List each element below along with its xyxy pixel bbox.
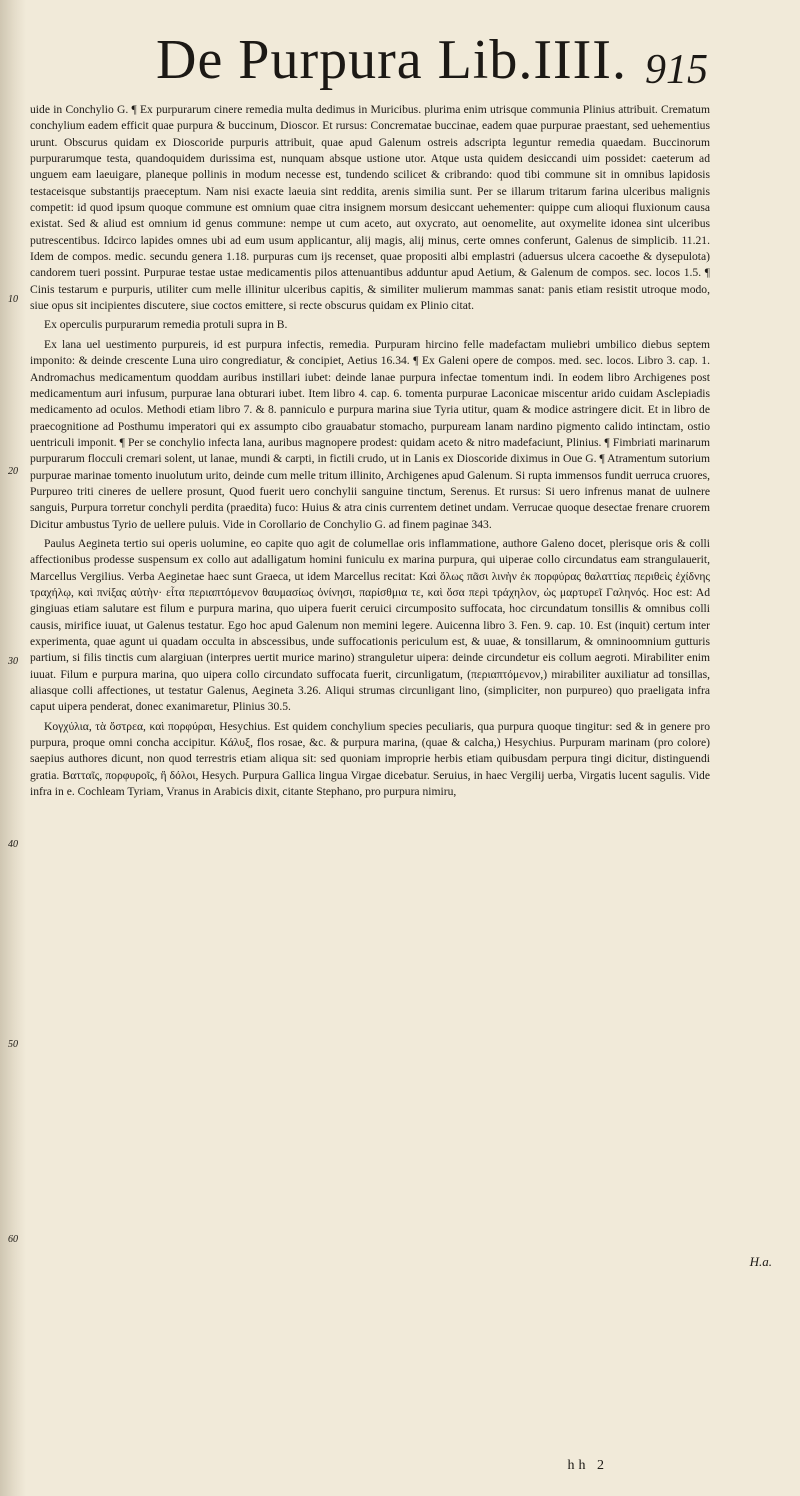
page-header	[28, 18, 768, 102]
book-page	[8, 18, 772, 1488]
line-number: 30	[8, 656, 18, 667]
paragraph: Ex operculis purpurarum remedia protuli supra in B.	[44, 318, 288, 332]
paragraph: uide in Conchylio G. ¶ Ex purpurarum cinere remedia multa dedimus in Muricibus. plurima enim utrisque communia Plinius attribuit. Crematum conchylium eadem efficit quae purpura & buccinum, Dioscor. Et rursus: Concrematae buccinae, eadem quae purpurae praestant, sed uehementius urunt. Obscurus quidam ex Dioscoride purpuris attribuit, quae apud Galenum ostreis adscripta leguntur remedia quaedam. Buccinorum purpurarumque testa, quandoquidem durissima est, nunquam absque ustione utor. Atque usta quidem desiccandi uim possidet: caeterum ad unguem eam laeuigare, planeque pollinis in modum necesse est, tundendo scilicet & cribrando: quod tibi commune sit in omnibus lapidosis testaceisque substantijs praeceptum. Nam nisi exacte laeuia sint reddita, arenis similia sunt. Per se illarum tritarum farina ulceribus malignis competit: id quod ipsum quoque commune est omnium quae citra insignem morsum desiccant uehementer: quippe cum alioqui fluxionum causa existat. Sed & aliud est omnium id genus commune: nempe ut cum aceto, aut oxycrato, aut oenomelite, aut oxymelite idonea sint ulceribus putrescentibus. Idcirco lapides omnes ubi ad eum usum applicantur, alij magis, alij minus, certe omnes conferunt, Galenus de simplicib. 11.21. Idem de compos. medic. secundu genera 1.18. purpuras cum ijs recenset, quae propositi albi emplastri (aduersus ulcera cacoethe & dysepulota) candorem tueri possint. Purpurae testae ustae medicamentis pilos attenuantibus adduntur apud Aetium, & Galenum de compos. sec. locos 1.5. ¶ Cinis testarum e purpuris, utiliter cum melle illinitur ulceribus capitis, & similiter mulierum mammas sanat: panis etiam resistit utroque modo, siue opus sit incipientes discutere, siue coctos emittere, si recte obscurus quidam ex Plinio citat.	[30, 103, 710, 313]
running-title: De Purpura Lib.IIII.	[156, 29, 627, 91]
line-number: 40	[8, 839, 18, 850]
line-number: 50	[8, 1039, 18, 1050]
line-number: 60	[8, 1234, 18, 1245]
marginal-note: H.a.	[749, 1254, 772, 1269]
folio-number: 915	[645, 47, 708, 93]
paragraph: Paulus Aegineta tertio sui operis uolumine, eo capite quo agit de columellae oris inflammatione, authore Galeno docet, plerisque oris & colli affectionibus prodesse suspensum ex collo aut adalligatum homini funiculu ex marina purpura, qui uiperae collo circundatus eam strangulauerit, Marcellus Vergilius. Verba Aeginetae haec sunt Graeca, ut idem Marcellus recitat: Καὶ ὅλως πᾶσι λινὴν ἐκ πορφύρας θαλαττίας περιθεὶς ἐχίδνης τραχήλῳ, καὶ πνίξας αὐτὴν· εἶτα περιαπτόμενον θαυμασίως ὀνίνησι, παρίσθμια τε, καὶ ὅσα περὶ τράχηλον, ὡς μαρτυρεῖ Γαληνός. Hoc est: Ad gingiuas etiam salutare est filum e purpura marina, quo uipera fuerit ceruici circumposito suffocata, hoc circundatum tonsillis & omnibus colli causis, mirifice iuuat, ut Galenus testatur. Ego hoc apud Galenum non memini legere. Auicenna libro 3. Fen. 9. cap. 10. Est (inquit) certum inter experimenta, quae agunt ui quadam occulta in abscessibus, unde suffocationis periculum est, & uuae, & tonsillarum, & omninoomnium gutturis partium, si filis tinctis cum alargiuan (interpres uertit murice marino) stranguletur uipera: deinde circundetur eis collum aegroti. Mirabiliter enim iuuat. Filum e purpura marina, quo uipera collo circundato suffocata fuerit, circunligatum, (περιαπτόμενον,) mirabiliter auxiliatur ad tonsillas, aliasque colli affectiones, ut testatur Galenus, Aegineta 3.26. Aliqui strumas circunligant lino, (simpliciter, non purpureo) quo praeligata infra caput uipera penderat, donec exanimaretur, Plinius 30.5.	[30, 536, 710, 714]
paragraph: Κογχύλια, τὰ ὄστρεα, καὶ πορφύραι, Hesychius. Est quidem conchylium species peculiaris, qua purpura quoque tingitur: sed & in genere pro purpura, proque omni concha accipitur. Κάλυξ, flos rosae, &c. & purpura marina, (quae & calcha,) Hesychius. Purpuram marinam (pro colore) saepius authores dicunt, non quod terrestris etiam aliqua sit: sed quoniam improprie herbis etiam quibusdam perpura tingi dicitur, distinguendi gratia. Βατταῖς, πορφυροῖς, ἢ δόλοι, Hesych. Purpura Gallica lingua Virgae dicebatur. Seruius, in haec Vergilij uerba, Virgatis lucent sagulis. Vide infra in e. Cochleam Tyriam, Vranus in Arabicis dixit, citante Stephano, pro purpura nimiru,	[30, 719, 710, 799]
paragraph: Ex lana uel uestimento purpureis, id est purpura infectis, remedia. Purpuram hircino felle madefactam muliebri umbilico diebus septem imponito: & deinde crescente Luna uiro congrediatur, & concipiet, Aetius 16.34. ¶ Ex Galeni opere de compos. med. sec. locos. Libro 3. cap. 1. Andromachus medicamentum quoddam auribus instillari iubet: deinde lanae purpura infectae tomentum indi. In eodem libro Archigenes post medicamentum auri infusum, purpurae lana obturari iubet. Item libro 4. cap. 6. tomenta purpurae Laconicae miscentur arido cuidam Asclepiadis medicamento ad oculos. Methodi etiam libro 7. & 8. panniculo e purpura marina siue Tyria utitur, quam & modice astringere dicit. Et in libro de praecognitione ad Posthumu imperatori qui ex assumpto cibo grauabatur stomacho, purpuream lanam nardino pigmento calido intinctam, ostio uentriculi imponit. ¶ Per se conchylio infecta lana, auribus magnopere prodest: quidam aceto & nitro madefaciunt, Plinius. ¶ Fimbriati marinarum purpurarum flocculi cremari solent, ut lanae, mundi & carpti, in fictili crudo, ut in Lanis ex Dioscoride diximus in Oue G. ¶ Atramentum sutorium purpurae marinae tomento inuolutum urito, deinde cum melle tritum illinito, Archigenes apud Galenum. Si rupta immensos fundit uerruca cruores, Purpureo triti cineres de uellere prosunt, Quod fuerit uero conchylii sanguine tinctum, Serenus. Et rursus: Si uero infrenus manat de uulnere sanguis, Purpura torretur conchyli perdita (praedita) fuco: Huius & atra cinis currentem detinet undam. Verrucae quoque desectae frenare cruorem Dicitur ambustus Tyrio de uellere puluis. Vide in Corollario de Conchylio G. ad finem paginae 343.	[30, 337, 711, 531]
main-text	[8, 102, 711, 1245]
line-number: 10	[8, 294, 18, 305]
binding-gutter	[0, 0, 26, 1496]
signature-mark: hh 2	[567, 1458, 608, 1473]
line-number: 20	[8, 466, 18, 477]
